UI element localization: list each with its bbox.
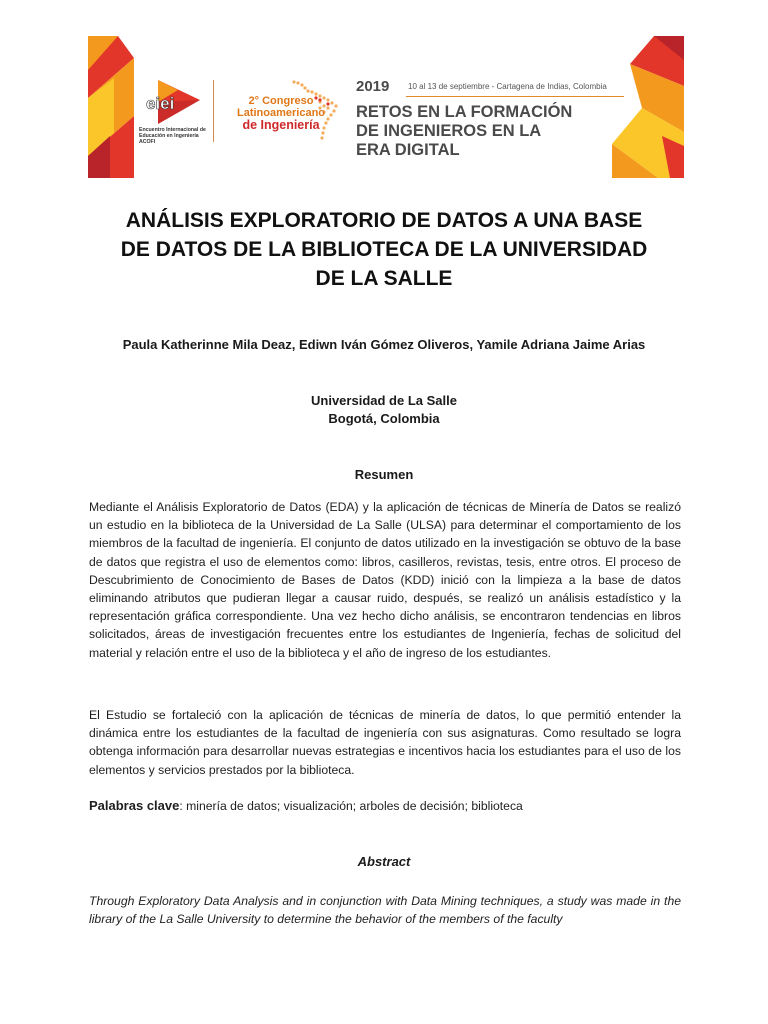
banner-divider (213, 80, 214, 142)
paper-title-line-2: DE DATOS DE LA BIBLIOTECA DE LA UNIVERSIDAD (120, 238, 648, 261)
congreso-line-3: de Ingeniería (242, 118, 320, 132)
resumen-heading: Resumen (354, 467, 414, 482)
affiliation-institution: Universidad de La Salle (311, 393, 457, 408)
abstract-paragraph: Through Exploratory Data Analysis and in conjunction with Data Mining techniques, a study was made in the library of the La Salle University to determine the behavior of the members of the faculty (89, 894, 681, 927)
event-slogan-line-2: DE INGENIEROS EN LA (356, 122, 542, 140)
event-slogan-line-1: RETOS EN LA FORMACIÓN (356, 103, 573, 121)
abstract-heading: Abstract (357, 854, 411, 869)
svg-text:eiei: eiei (146, 94, 175, 113)
affiliation-location: Bogotá, Colombia (328, 411, 440, 426)
congreso-line-1: 2° Congreso (248, 95, 314, 107)
conference-banner (0, 0, 768, 190)
resumen-paragraph-2: El Estudio se fortaleció con la aplicación de técnicas de minería de datos, lo que permitió entender la dinámica entre los estudiantes de la facultad de ingeniería con sus asignaturas. Como resultado se logra obtenga información para desarrollar nuevas estrategias e incentivos hacia los estudiantes para el uso de los elementos y servicios prestados por la biblioteca. (89, 708, 681, 777)
keywords-label: Palabras clave (89, 798, 180, 813)
event-year: 2019 (356, 78, 390, 95)
paper-title (60, 206, 708, 293)
paper-affiliation (184, 392, 584, 428)
keywords-text: : minería de datos; visualización; arboles de decisión; biblioteca (179, 799, 523, 813)
event-slogan (356, 103, 606, 160)
paper-title-line-1: ANÁLISIS EXPLORATORIO DE DATOS A UNA BASE (125, 209, 643, 232)
event-slogan-line-3: ERA DIGITAL (356, 141, 460, 159)
paper-authors: Paula Katherinne Mila Deaz, Ediwn Iván Gómez Oliveros, Yamile Adriana Jaime Arias (122, 337, 646, 352)
event-dates: 10 al 13 de septiembre - Cartagena de Indias, Colombia (408, 82, 607, 91)
congreso-logo-text (226, 95, 336, 131)
resumen-paragraph-1: Mediante el Análisis Exploratorio de Datos (EDA) y la aplicación de técnicas de Minería de Datos se realizó un estudio en la biblioteca de la Universidad de La Salle (ULSA) para determinar el comportamiento de los miembros de la facultad de ingeniería. El conjunto de datos utilizado en la investigación se obtuvo de la base de datos que registra el uso de elementos como: libros, casilleros, revistas, tesis, entre otros. El proceso de Descubrimiento de Conocimiento de Bases de Datos (KDD) inició con la limpieza a la base de datos eliminando atributos que pudieran llegar a causar ruido, después, se realizó un análisis estadístico y la representación gráfica correspondiente. Una vez hecho dicho análisis, se encontraron tendencias en libros solicitados, áreas de investigación frecuentes entre los estudiantes de Ingeniería, fechas de solicitud del material y relación entre el uso de la biblioteca y el año de ingreso de los estudiantes. (89, 500, 681, 660)
keywords (89, 797, 681, 815)
banner-decoration-right (612, 36, 684, 178)
eiei-logo-caption: Encuentro Internacional de Educación en Ingeniería ACOFI (139, 127, 206, 145)
banner-decoration-left (88, 36, 134, 178)
event-rule (406, 96, 624, 97)
paper-title-line-3: DE LA SALLE (315, 267, 453, 290)
congreso-line-2: Latinoamericano (236, 107, 326, 119)
